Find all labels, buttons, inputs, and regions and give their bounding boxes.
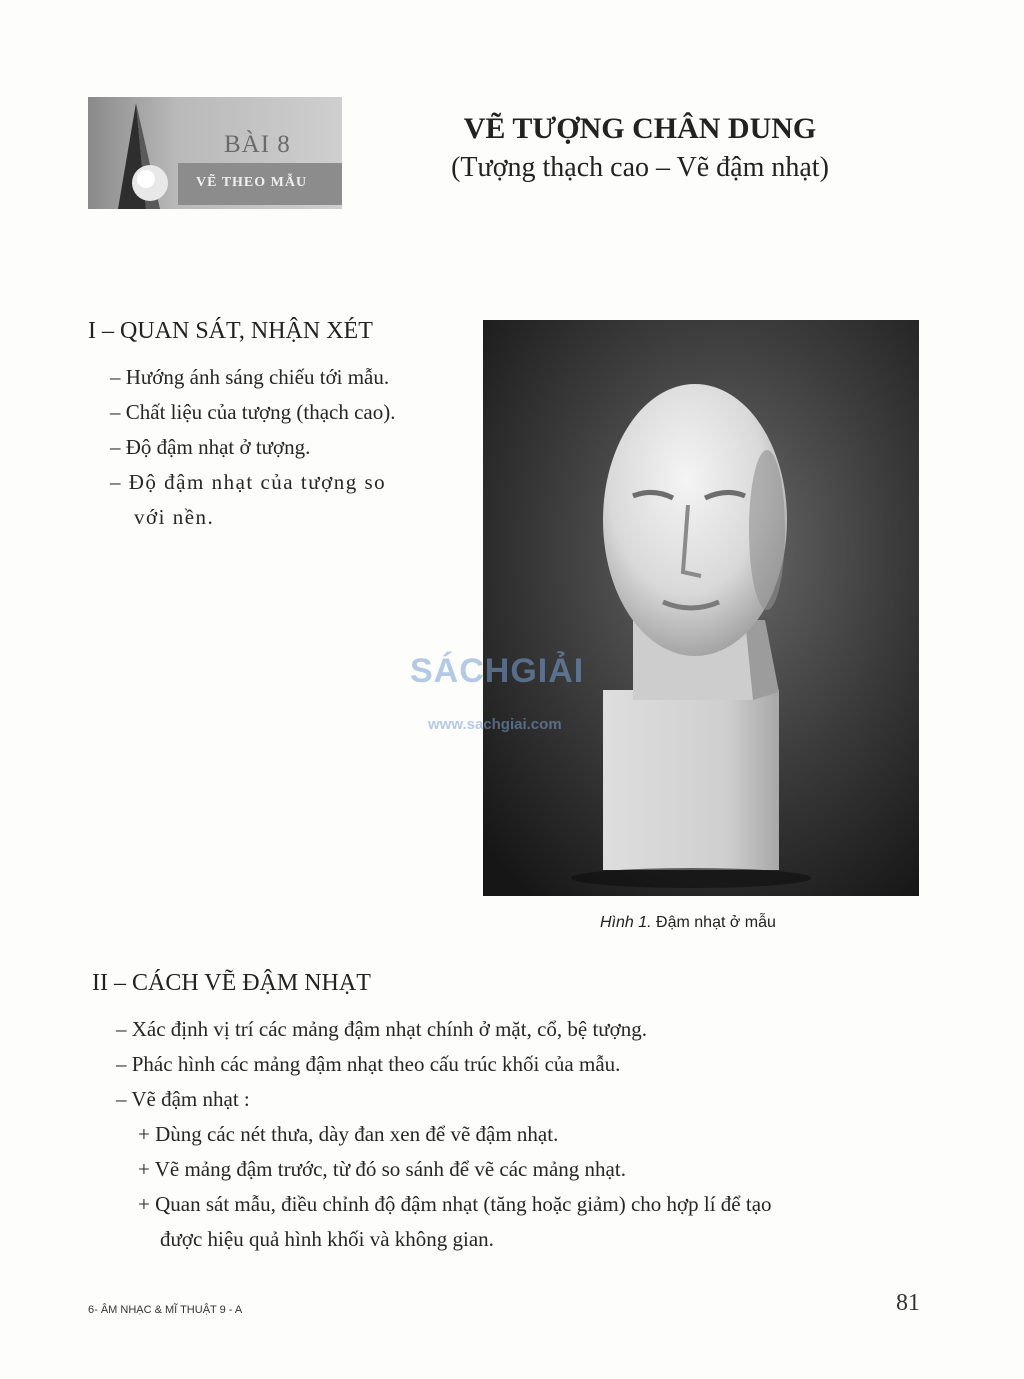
- watermark: [410, 640, 620, 740]
- figure-caption-text: Đậm nhạt ở mẫu: [656, 914, 776, 931]
- list-item: – Độ đậm nhạt ở tượng.: [110, 435, 311, 459]
- page-title: VẼ TƯỢNG CHÂN DUNG: [463, 112, 817, 145]
- list-item: – Độ đậm nhạt của tượng so: [110, 470, 387, 494]
- list-item: với nền.: [134, 505, 215, 529]
- observe-list: [110, 360, 450, 535]
- list-item: – Vẽ đậm nhạt :: [116, 1087, 250, 1111]
- lesson-badge: [88, 97, 342, 209]
- watermark-url: www.sachgiai.com: [428, 716, 562, 733]
- footer-book-title: 6- ÂM NHẠC & MĨ THUẬT 9 - A: [88, 1304, 243, 1316]
- list-item: + Vẽ mảng đậm trước, từ đó so sánh để vẽ các mảng nhạt.: [138, 1157, 626, 1181]
- plaster-bust-photo: [483, 320, 919, 896]
- list-item: – Xác định vị trí các mảng đậm nhạt chính ở mặt, cổ, bệ tượng.: [116, 1017, 648, 1041]
- figure-caption: [600, 914, 776, 932]
- page-number: 81: [896, 1290, 920, 1316]
- figure-label: Hình 1.: [600, 914, 652, 931]
- shading-steps-list: [116, 1012, 946, 1257]
- list-item: – Phác hình các mảng đậm nhạt theo cấu trúc khối của mẫu.: [116, 1052, 621, 1076]
- watermark-logo-text: SÁCHGIẢI: [410, 652, 585, 690]
- list-item: + Dùng các nét thưa, dày đan xen để vẽ đậm nhạt.: [138, 1122, 559, 1146]
- lesson-number: BÀI 8: [224, 131, 291, 158]
- list-item: + Quan sát mẫu, điều chỉnh độ đậm nhạt (tăng hoặc giảm) cho hợp lí để tạo: [138, 1192, 772, 1216]
- section-heading-observe: I – QUAN SÁT, NHẬN XÉT: [88, 318, 373, 344]
- list-item: được hiệu quả hình khối và không gian.: [160, 1227, 494, 1251]
- section-heading-shading: II – CÁCH VẼ ĐẬM NHẠT: [92, 970, 371, 996]
- list-item: – Hướng ánh sáng chiếu tới mẫu.: [110, 365, 390, 389]
- lesson-kind: VẼ THEO MẪU: [196, 175, 308, 190]
- page-subtitle: (Tượng thạch cao – Vẽ đậm nhạt): [451, 152, 829, 183]
- list-item: – Chất liệu của tượng (thạch cao).: [110, 400, 396, 424]
